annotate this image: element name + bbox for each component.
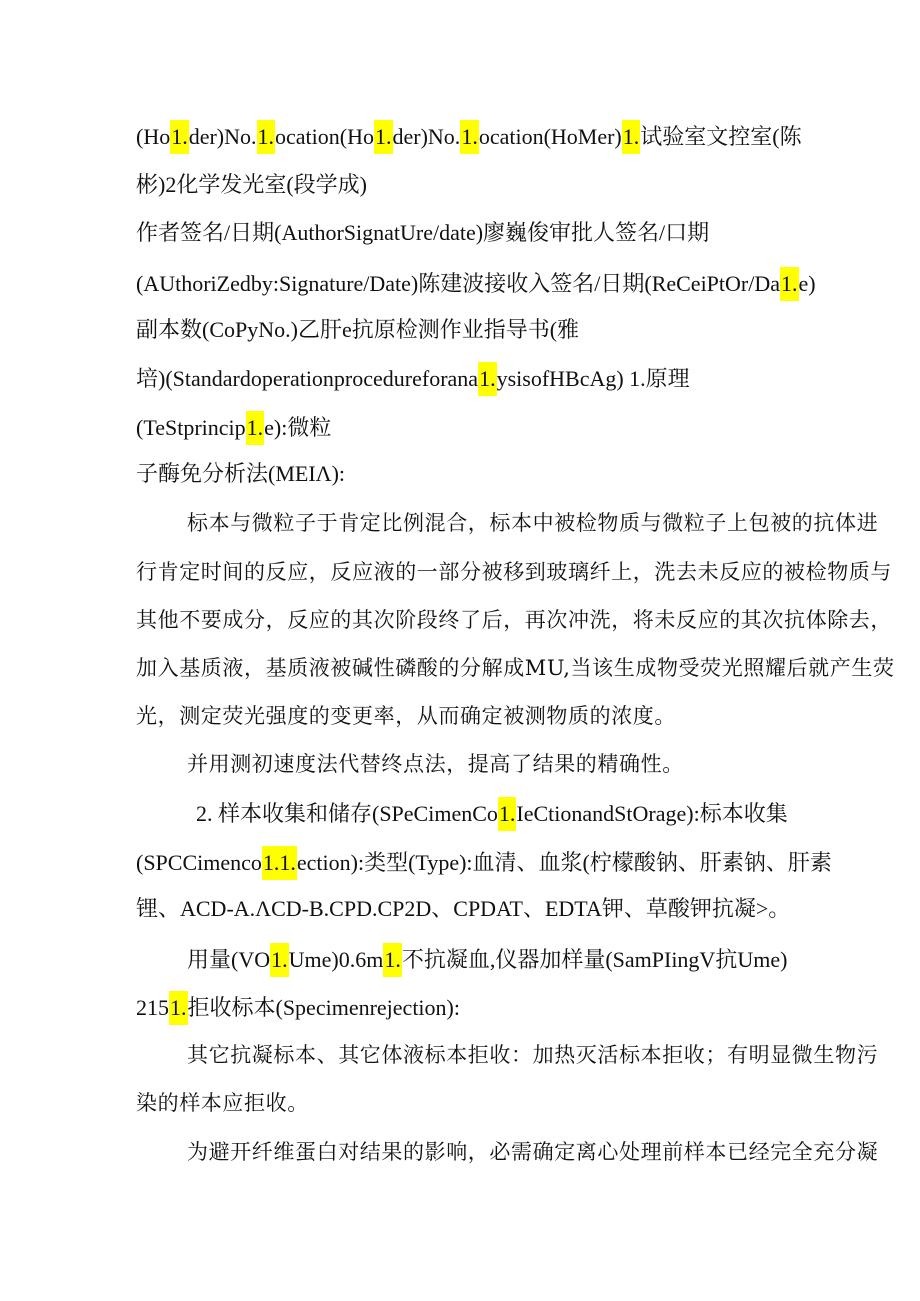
section-2-line-2 [136,846,832,876]
text-segment: 作者签名/日期(AuthorSignatUre/date)廖巍俊审批人签名/口期 [136,220,710,245]
text-segment: 拒收标本(Specimenrejection): [187,995,460,1020]
text-segment: ysisofHBcAg) 1.原理 [496,366,690,391]
text-segment: e):微粒 [264,415,332,440]
highlighted-text: 1. [257,120,276,154]
paragraph-principle-line-4: 加入基质液，基质液被碱性磷酸的分解成MU,当该生成物受荧光照耀后就产生荧 [136,656,895,680]
header-line-3 [136,218,709,248]
section-2-line-1 [196,797,788,827]
text-segment: 215 [136,995,169,1020]
header-line-1 [136,120,802,150]
highlighted-text: 1. [246,411,265,445]
text-segment: 试验室文控室(陈 [640,124,802,149]
text-segment: ection):类型(Type):血清、血浆(柠檬酸钠、肝素钠、肝素 [296,850,832,875]
text-segment: ocation(HoMer) [478,124,622,149]
highlighted-text: 1. [170,120,189,154]
header-line-2 [136,170,367,200]
text-segment: 用量(VO [187,947,271,972]
text-segment: 培)(Standardoperationprocedureforana [136,366,479,391]
highlighted-text: 1. [478,362,497,396]
paragraph-principle-line-3: 其他不要成分，反应的其次阶段终了后，再次冲洗，将未反应的其次抗体除去， [136,608,892,632]
text-segment: (AUthoriZedby:Signature/Date)陈建波接收入签名/日期(ReCeiPtOr/Da [136,271,781,296]
highlighted-text: 1. [169,991,188,1025]
text-segment: 子酶免分析法(MEIΛ): [136,461,346,486]
highlighted-text: 1. [383,943,402,977]
section-2-line-3: 锂、ACD-A.ΛCD-B.CPD.CP2D、CPDAT、EDTA钾、草酸钾抗凝>。 [136,896,791,921]
volume-line-1 [187,943,787,973]
text-segment: 彬)2化学发光室(段学成) [136,172,367,197]
volume-line-2 [136,991,460,1021]
text-segment: (SPCCimenco [136,850,262,875]
header-line-6 [136,362,690,392]
highlighted-text: 1. [780,267,799,301]
highlighted-text: 1.1. [262,846,297,880]
text-segment: der)No. [188,124,257,149]
header-line-4 [136,267,816,297]
header-line-7 [136,411,331,441]
text-segment: (TeStprincip [136,415,246,440]
highlighted-text: 1. [622,120,641,154]
paragraph-rejection-line-1: 其它抗凝标本、其它体液标本拒收：加热灭活标本拒收；有明显微生物污 [187,1043,879,1067]
header-line-8 [136,459,345,489]
paragraph-principle-line-1: 标本与微粒子于肯定比例混合，标本中被检物质与微粒子上包被的抗体进 [187,511,879,535]
text-segment: IeCtionandStOrage):标本收集 [516,801,788,826]
header-line-5 [136,315,579,345]
text-segment: 2. 样本收集和储存(SPeCimenCo [196,801,498,826]
text-segment: (Ho [136,124,171,149]
text-segment: e) [798,271,816,296]
paragraph-principle-line-5: 光，测定荧光强度的变更率，从而确定被测物质的浓度。 [136,704,676,728]
text-segment: 不抗凝血,仪器加样量(SamPIingV抗Ume) [401,947,788,972]
text-segment: 副本数(CoPyNo.)乙肝e抗原检测作业指导书(雅 [136,317,580,342]
text-segment: Ume)0.6m [288,947,384,972]
paragraph-fibrin-line-1: 为避开纤维蛋白对结果的影响，必需确定离心处理前样本已经完全充分凝 [187,1140,879,1164]
text-segment: ocation(Ho [275,124,374,149]
paragraph-rejection-line-2: 染的样本应拒收。 [136,1091,309,1115]
highlighted-text: 1. [498,797,517,831]
paragraph-initial-rate: 并用测初速度法代替终点法，提高了结果的精确性。 [187,752,684,776]
highlighted-text: 1. [374,120,393,154]
highlighted-text: 1. [270,943,289,977]
highlighted-text: 1. [460,120,479,154]
text-segment: der)No. [392,124,461,149]
paragraph-principle-line-2: 行肯定时间的反应，反应液的一部分被移到玻璃纤上，洗去未反应的被检物质与 [136,560,892,584]
